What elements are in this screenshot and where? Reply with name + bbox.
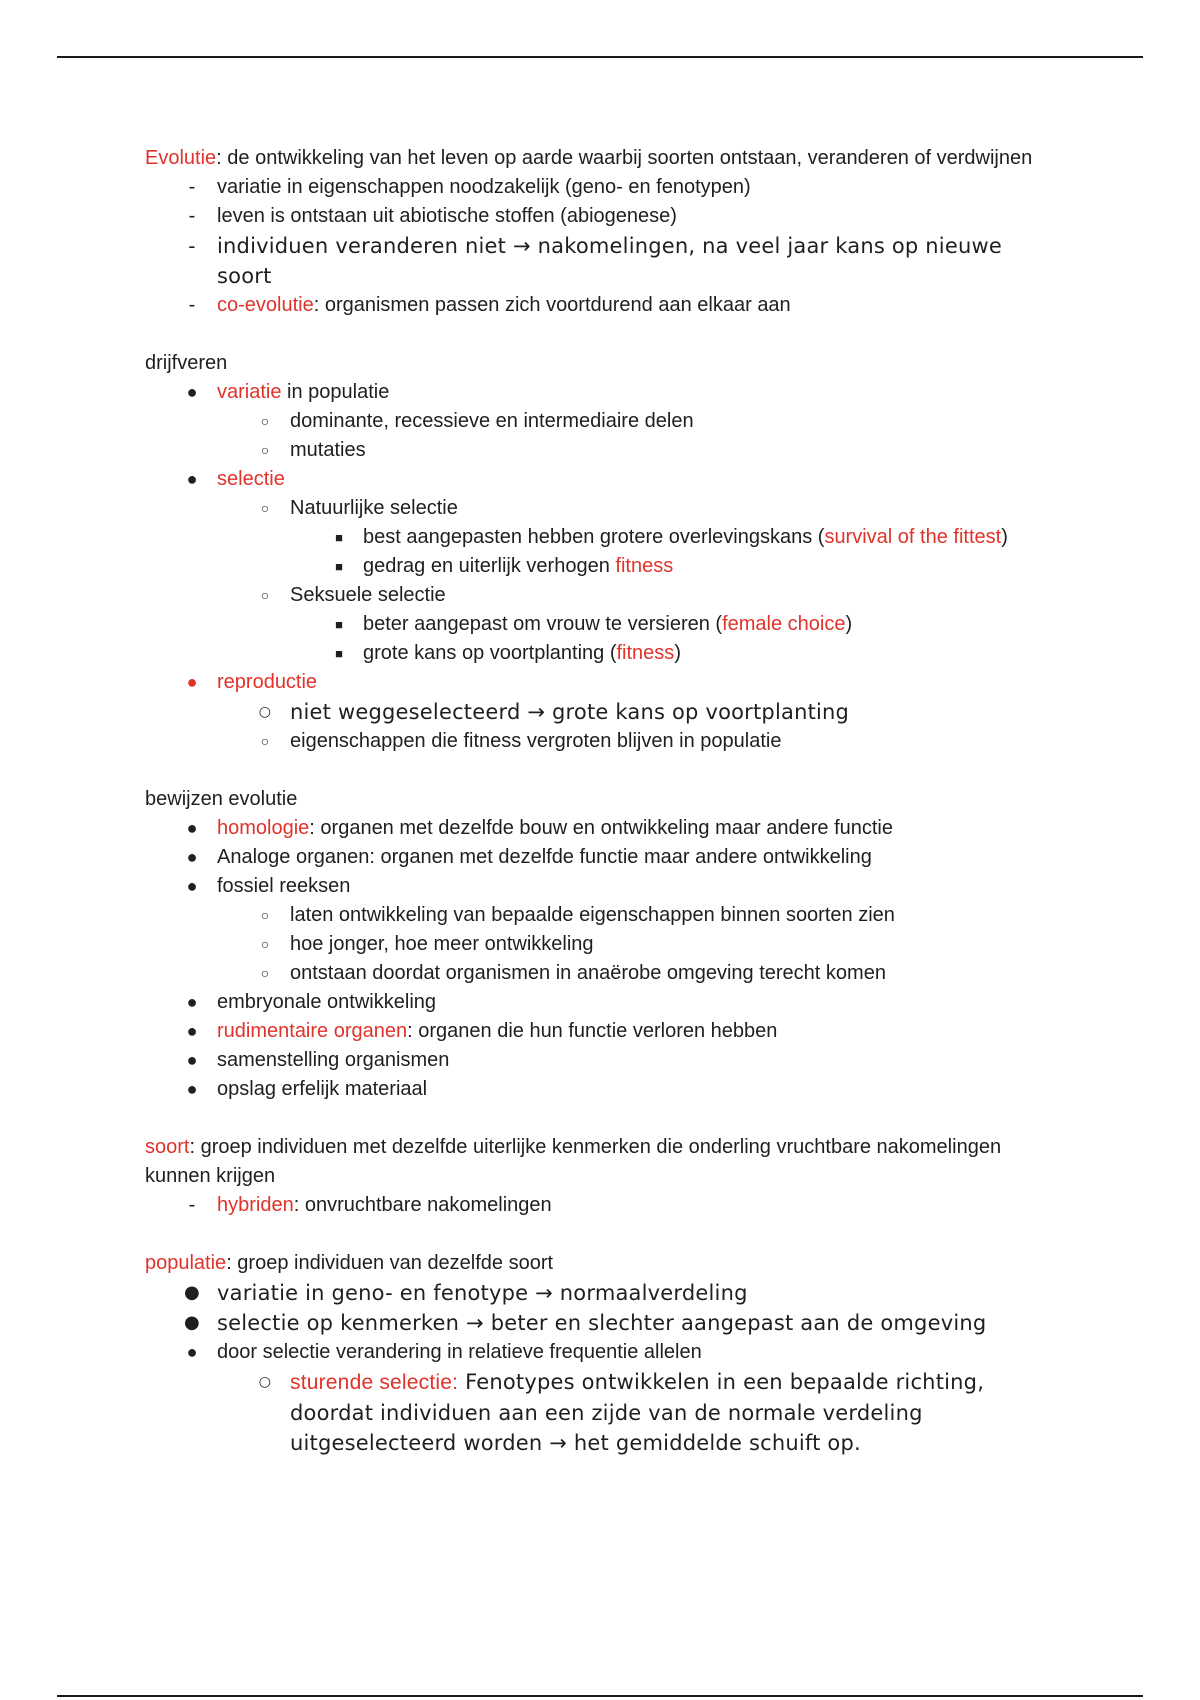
disc-bullet: ●	[186, 1050, 198, 1070]
disc-bullet: ●	[186, 847, 198, 867]
square-bullet: ■	[335, 617, 343, 632]
list-item: ● variatie in populatie	[145, 378, 1055, 407]
square-bullet: ■	[335, 559, 343, 574]
circle-bullet: ○	[260, 500, 270, 516]
disc-bullet: ●	[186, 469, 198, 489]
list-item: ○ mutaties	[145, 436, 1055, 465]
circle-bullet: ○	[260, 413, 270, 429]
disc-bullet: ●	[186, 818, 198, 838]
list-item: ■ best aangepasten hebben grotere overlevingskans (survival of the fittest)	[145, 523, 1055, 552]
disc-bullet: ●	[186, 382, 198, 402]
list-item: - co-evolutie: organismen passen zich voortdurend aan elkaar aan	[145, 291, 1055, 320]
list-item: ● reproductie	[145, 668, 1055, 697]
disc-bullet: ●	[184, 1312, 200, 1333]
list-item: ■ beter aangepast om vrouw te versieren (female choice)	[145, 610, 1055, 639]
list-item: ● embryonale ontwikkeling	[145, 988, 1055, 1017]
list-item: ○ niet weggeselecteerd → grote kans op voortplanting	[145, 697, 1055, 727]
list-item: ● rudimentaire organen: organen die hun functie verloren hebben	[145, 1017, 1055, 1046]
list-item: - individuen veranderen niet → nakomelingen, na veel jaar kans op nieuwe soort	[145, 231, 1055, 291]
list-item: ● fossiel reeksen	[145, 872, 1055, 901]
list-item: ○ ontstaan doordat organismen in anaërobe omgeving terecht komen	[145, 959, 1055, 988]
list-item: ○ dominante, recessieve en intermediaire delen	[145, 407, 1055, 436]
document-body	[145, 144, 1055, 1458]
disc-bullet: ●	[184, 1282, 200, 1303]
list-item: ■ grote kans op voortplanting (fitness)	[145, 639, 1055, 668]
evolutie-definition	[145, 144, 1055, 173]
list-item: ● selectie op kenmerken → beter en slechter aangepast aan de omgeving	[145, 1308, 1055, 1338]
populatie-definition: populatie: groep individuen van dezelfde soort	[145, 1252, 554, 1274]
list-item: ○ sturende selectie: Fenotypes ontwikkelen in een bepaalde richting, doordat individuen aan een zijde van de normale verdeling uitgeselecteerd worden → het gemiddelde schuift op.	[145, 1367, 1055, 1458]
circle-bullet: ○	[260, 442, 270, 458]
footer-rule	[57, 1695, 1143, 1697]
square-bullet: ■	[335, 530, 343, 545]
bewijzen-heading: bewijzen evolutie	[145, 788, 298, 810]
list-item: ● variatie in geno- en fenotype → normaalverdeling	[145, 1278, 1055, 1308]
dash-bullet: -	[188, 234, 196, 258]
dash-bullet: -	[188, 205, 196, 227]
list-item: ● opslag erfelijk materiaal	[145, 1075, 1055, 1104]
list-item: - hybriden: onvruchtbare nakomelingen	[145, 1191, 1055, 1220]
list-item: ○ eigenschappen die fitness vergroten blijven in populatie	[145, 727, 1055, 756]
circle-bullet: ○	[258, 1374, 272, 1390]
circle-bullet: ○	[260, 733, 270, 749]
evolutie-term: Evolutie	[145, 147, 217, 169]
list-item: ○ laten ontwikkeling van bepaalde eigenschappen binnen soorten zien	[145, 901, 1055, 930]
list-item: ● samenstelling organismen	[145, 1046, 1055, 1075]
disc-bullet: ●	[186, 1079, 198, 1099]
list-item: ● selectie	[145, 465, 1055, 494]
dash-bullet: -	[188, 1194, 196, 1216]
disc-bullet: ●	[186, 876, 198, 896]
list-item: ○ Natuurlijke selectie	[145, 494, 1055, 523]
circle-bullet: ○	[260, 907, 270, 923]
disc-bullet: ●	[186, 1342, 198, 1362]
disc-bullet: ●	[186, 672, 198, 692]
list-item: ● homologie: organen met dezelfde bouw en ontwikkeling maar andere functie	[145, 814, 1055, 843]
circle-bullet: ○	[260, 965, 270, 981]
disc-bullet: ●	[186, 992, 198, 1012]
list-item: ○ Seksuele selectie	[145, 581, 1055, 610]
list-item: ○ hoe jonger, hoe meer ontwikkeling	[145, 930, 1055, 959]
disc-bullet: ●	[186, 1021, 198, 1041]
list-item: - variatie in eigenschappen noodzakelijk (geno- en fenotypen)	[145, 173, 1055, 202]
dash-bullet: -	[188, 294, 196, 316]
circle-bullet: ○	[258, 704, 272, 720]
square-bullet: ■	[335, 646, 343, 661]
circle-bullet: ○	[260, 936, 270, 952]
list-item: ● door selectie verandering in relatieve frequentie allelen	[145, 1338, 1055, 1367]
dash-bullet: -	[188, 176, 196, 198]
evolutie-def: : de ontwikkeling van het leven op aarde waarbij soorten ontstaan, veranderen of verdwijnen	[216, 147, 1033, 169]
circle-bullet: ○	[260, 587, 270, 603]
soort-definition: soort: groep individuen met dezelfde uiterlijke kenmerken die onderling vruchtbare nakomelingen kunnen krijgen	[145, 1136, 1002, 1187]
list-item: ● Analoge organen: organen met dezelfde functie maar andere ontwikkeling	[145, 843, 1055, 872]
list-item: - leven is ontstaan uit abiotische stoffen (abiogenese)	[145, 202, 1055, 231]
header-rule	[57, 56, 1143, 58]
list-item: ■ gedrag en uiterlijk verhogen fitness	[145, 552, 1055, 581]
drijfveren-heading: drijfveren	[145, 352, 228, 374]
